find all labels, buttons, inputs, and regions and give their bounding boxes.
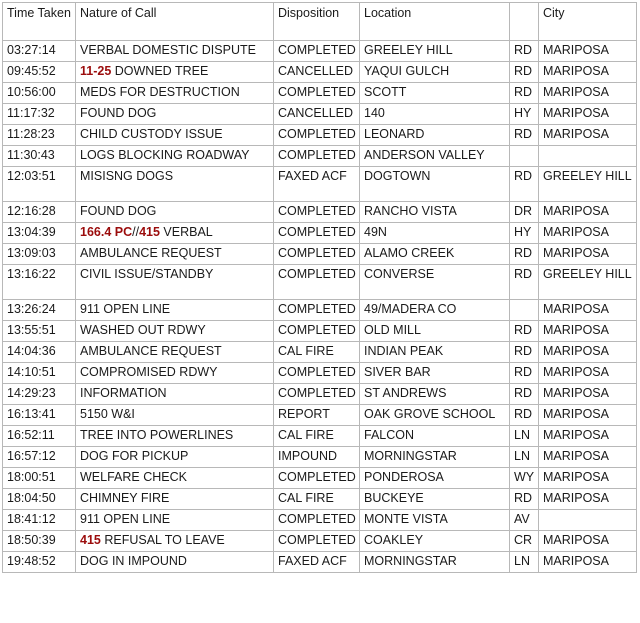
call-description: DOWNED TREE bbox=[111, 64, 209, 78]
cell-city: MARIPOSA bbox=[539, 384, 637, 405]
cell-street-suffix: RD bbox=[510, 62, 539, 83]
cell-location: 49N bbox=[360, 223, 510, 244]
cell-street-suffix: RD bbox=[510, 125, 539, 146]
cell-time-taken: 14:04:36 bbox=[3, 342, 76, 363]
cell-time-taken: 13:26:24 bbox=[3, 300, 76, 321]
cell-city: MARIPOSA bbox=[539, 104, 637, 125]
call-description: LOGS BLOCKING ROADWAY bbox=[80, 148, 250, 162]
cell-city: MARIPOSA bbox=[539, 125, 637, 146]
table-row bbox=[3, 104, 637, 125]
cell-street-suffix: RD bbox=[510, 41, 539, 62]
table-row bbox=[3, 468, 637, 489]
cell-street-suffix bbox=[510, 146, 539, 167]
cell-disposition: REPORT bbox=[274, 405, 360, 426]
cell-location: YAQUI GULCH bbox=[360, 62, 510, 83]
call-description: COMPROMISED RDWY bbox=[80, 365, 218, 379]
cell-city: MARIPOSA bbox=[539, 531, 637, 552]
call-description: INFORMATION bbox=[80, 386, 167, 400]
table-row bbox=[3, 223, 637, 244]
cell-street-suffix: RD bbox=[510, 405, 539, 426]
call-description: CIVIL ISSUE/STANDBY bbox=[80, 267, 214, 281]
call-description: VERBAL DOMESTIC DISPUTE bbox=[80, 43, 256, 57]
cell-disposition: FAXED ACF bbox=[274, 167, 360, 202]
cell-location: ANDERSON VALLEY bbox=[360, 146, 510, 167]
cell-disposition: COMPLETED bbox=[274, 363, 360, 384]
cell-nature-of-call bbox=[76, 321, 274, 342]
cell-street-suffix: RD bbox=[510, 167, 539, 202]
cell-disposition: COMPLETED bbox=[274, 223, 360, 244]
cell-location: INDIAN PEAK bbox=[360, 342, 510, 363]
cell-location: 49/MADERA CO bbox=[360, 300, 510, 321]
call-description: 911 OPEN LINE bbox=[80, 512, 171, 526]
cell-nature-of-call bbox=[76, 552, 274, 573]
cell-nature-of-call bbox=[76, 104, 274, 125]
cell-nature-of-call bbox=[76, 531, 274, 552]
cell-time-taken: 14:29:23 bbox=[3, 384, 76, 405]
table-row bbox=[3, 146, 637, 167]
cell-location: LEONARD bbox=[360, 125, 510, 146]
cell-location: SIVER BAR bbox=[360, 363, 510, 384]
call-description: TREE INTO POWERLINES bbox=[80, 428, 234, 442]
cell-street-suffix: RD bbox=[510, 244, 539, 265]
cell-street-suffix: DR bbox=[510, 202, 539, 223]
cell-time-taken: 13:04:39 bbox=[3, 223, 76, 244]
cell-nature-of-call bbox=[76, 405, 274, 426]
call-description: FOUND DOG bbox=[80, 106, 157, 120]
cell-time-taken: 18:41:12 bbox=[3, 510, 76, 531]
cell-location: 140 bbox=[360, 104, 510, 125]
cell-street-suffix: LN bbox=[510, 426, 539, 447]
cell-nature-of-call bbox=[76, 447, 274, 468]
cell-time-taken: 16:52:11 bbox=[3, 426, 76, 447]
table-row bbox=[3, 489, 637, 510]
cell-street-suffix: AV bbox=[510, 510, 539, 531]
cell-city: MARIPOSA bbox=[539, 342, 637, 363]
call-description: DOG FOR PICKUP bbox=[80, 449, 189, 463]
cell-location: ST ANDREWS bbox=[360, 384, 510, 405]
table-row bbox=[3, 342, 637, 363]
call-description: DOG IN IMPOUND bbox=[80, 554, 187, 568]
cell-disposition: COMPLETED bbox=[274, 321, 360, 342]
cell-location: CONVERSE bbox=[360, 265, 510, 300]
cell-street-suffix: RD bbox=[510, 489, 539, 510]
cell-time-taken: 13:55:51 bbox=[3, 321, 76, 342]
call-description: CHIMNEY FIRE bbox=[80, 491, 170, 505]
cell-nature-of-call bbox=[76, 223, 274, 244]
call-description: AMBULANCE REQUEST bbox=[80, 246, 222, 260]
cell-nature-of-call bbox=[76, 265, 274, 300]
cell-location: BUCKEYE bbox=[360, 489, 510, 510]
cell-street-suffix bbox=[510, 300, 539, 321]
cell-street-suffix: RD bbox=[510, 384, 539, 405]
cell-nature-of-call bbox=[76, 244, 274, 265]
cell-disposition: CANCELLED bbox=[274, 104, 360, 125]
cell-city: MARIPOSA bbox=[539, 405, 637, 426]
cell-disposition: COMPLETED bbox=[274, 83, 360, 104]
cell-location: GREELEY HILL bbox=[360, 41, 510, 62]
cell-disposition: CAL FIRE bbox=[274, 489, 360, 510]
table-row bbox=[3, 363, 637, 384]
cell-time-taken: 14:10:51 bbox=[3, 363, 76, 384]
table-row bbox=[3, 83, 637, 104]
cell-time-taken: 19:48:52 bbox=[3, 552, 76, 573]
table-row bbox=[3, 167, 637, 202]
cell-time-taken: 18:00:51 bbox=[3, 468, 76, 489]
header-time-taken: Time Taken bbox=[3, 3, 76, 41]
cell-city: GREELEY HILL bbox=[539, 167, 637, 202]
cell-street-suffix: LN bbox=[510, 552, 539, 573]
header-city: City bbox=[539, 3, 637, 41]
header-location: Location bbox=[360, 3, 510, 41]
code-separator: // bbox=[132, 225, 140, 239]
cell-city: MARIPOSA bbox=[539, 300, 637, 321]
cell-nature-of-call bbox=[76, 489, 274, 510]
call-code: 415 bbox=[80, 533, 101, 547]
call-description: VERBAL bbox=[159, 225, 213, 239]
cell-disposition: COMPLETED bbox=[274, 41, 360, 62]
header-street-suffix bbox=[510, 3, 539, 41]
cell-location: MORNINGSTAR bbox=[360, 552, 510, 573]
cell-location: PONDEROSA bbox=[360, 468, 510, 489]
cell-location: MONTE VISTA bbox=[360, 510, 510, 531]
call-description: MEDS FOR DESTRUCTION bbox=[80, 85, 240, 99]
call-code-secondary: 415 bbox=[139, 225, 160, 239]
cell-street-suffix: RD bbox=[510, 265, 539, 300]
cell-disposition: COMPLETED bbox=[274, 468, 360, 489]
call-description: WASHED OUT RDWY bbox=[80, 323, 206, 337]
cell-time-taken: 13:16:22 bbox=[3, 265, 76, 300]
cell-disposition: CAL FIRE bbox=[274, 426, 360, 447]
cell-city: MARIPOSA bbox=[539, 552, 637, 573]
cell-time-taken: 11:30:43 bbox=[3, 146, 76, 167]
cell-street-suffix: RD bbox=[510, 321, 539, 342]
cell-location: SCOTT bbox=[360, 83, 510, 104]
cell-time-taken: 16:57:12 bbox=[3, 447, 76, 468]
call-description: REFUSAL TO LEAVE bbox=[100, 533, 225, 547]
cell-street-suffix: HY bbox=[510, 104, 539, 125]
cell-street-suffix: LN bbox=[510, 447, 539, 468]
cell-time-taken: 16:13:41 bbox=[3, 405, 76, 426]
table-row bbox=[3, 510, 637, 531]
table-row bbox=[3, 125, 637, 146]
cell-location: RANCHO VISTA bbox=[360, 202, 510, 223]
header-disposition: Disposition bbox=[274, 3, 360, 41]
cell-disposition: CANCELLED bbox=[274, 62, 360, 83]
cell-city: MARIPOSA bbox=[539, 62, 637, 83]
cell-disposition: COMPLETED bbox=[274, 146, 360, 167]
table-row bbox=[3, 552, 637, 573]
call-code: 11-25 bbox=[80, 64, 112, 78]
cell-city: MARIPOSA bbox=[539, 426, 637, 447]
table-body bbox=[3, 41, 637, 573]
cell-time-taken: 13:09:03 bbox=[3, 244, 76, 265]
cell-disposition: COMPLETED bbox=[274, 300, 360, 321]
call-log-table bbox=[2, 2, 637, 573]
cell-nature-of-call bbox=[76, 510, 274, 531]
cell-disposition: COMPLETED bbox=[274, 125, 360, 146]
cell-disposition: COMPLETED bbox=[274, 244, 360, 265]
cell-city: MARIPOSA bbox=[539, 321, 637, 342]
call-description: 5150 W&I bbox=[80, 407, 135, 421]
cell-time-taken: 18:50:39 bbox=[3, 531, 76, 552]
cell-city bbox=[539, 146, 637, 167]
table-row bbox=[3, 202, 637, 223]
cell-nature-of-call bbox=[76, 83, 274, 104]
cell-nature-of-call bbox=[76, 363, 274, 384]
cell-city: MARIPOSA bbox=[539, 468, 637, 489]
cell-time-taken: 11:17:32 bbox=[3, 104, 76, 125]
cell-street-suffix: RD bbox=[510, 83, 539, 104]
cell-disposition: IMPOUND bbox=[274, 447, 360, 468]
cell-nature-of-call bbox=[76, 146, 274, 167]
table-row bbox=[3, 321, 637, 342]
cell-street-suffix: RD bbox=[510, 342, 539, 363]
cell-location: OAK GROVE SCHOOL bbox=[360, 405, 510, 426]
cell-city: MARIPOSA bbox=[539, 447, 637, 468]
table-row bbox=[3, 244, 637, 265]
cell-time-taken: 12:16:28 bbox=[3, 202, 76, 223]
cell-location: OLD MILL bbox=[360, 321, 510, 342]
cell-nature-of-call bbox=[76, 167, 274, 202]
table-row bbox=[3, 41, 637, 62]
cell-disposition: COMPLETED bbox=[274, 531, 360, 552]
cell-city: MARIPOSA bbox=[539, 244, 637, 265]
call-description: WELFARE CHECK bbox=[80, 470, 187, 484]
table-row bbox=[3, 426, 637, 447]
call-description: AMBULANCE REQUEST bbox=[80, 344, 222, 358]
cell-city bbox=[539, 510, 637, 531]
table-row bbox=[3, 405, 637, 426]
cell-time-taken: 03:27:14 bbox=[3, 41, 76, 62]
cell-disposition: COMPLETED bbox=[274, 265, 360, 300]
call-description: FOUND DOG bbox=[80, 204, 157, 218]
cell-location: ALAMO CREEK bbox=[360, 244, 510, 265]
cell-nature-of-call bbox=[76, 342, 274, 363]
cell-time-taken: 12:03:51 bbox=[3, 167, 76, 202]
table-row bbox=[3, 384, 637, 405]
cell-time-taken: 09:45:52 bbox=[3, 62, 76, 83]
cell-disposition: COMPLETED bbox=[274, 510, 360, 531]
cell-location: MORNINGSTAR bbox=[360, 447, 510, 468]
call-description: 911 OPEN LINE bbox=[80, 302, 171, 316]
cell-city: MARIPOSA bbox=[539, 202, 637, 223]
cell-street-suffix: WY bbox=[510, 468, 539, 489]
cell-city: MARIPOSA bbox=[539, 363, 637, 384]
table-row bbox=[3, 265, 637, 300]
cell-nature-of-call bbox=[76, 384, 274, 405]
cell-disposition: CAL FIRE bbox=[274, 342, 360, 363]
cell-time-taken: 18:04:50 bbox=[3, 489, 76, 510]
cell-city: MARIPOSA bbox=[539, 41, 637, 62]
cell-location: COAKLEY bbox=[360, 531, 510, 552]
table-row bbox=[3, 300, 637, 321]
cell-city: GREELEY HILL bbox=[539, 265, 637, 300]
table-row bbox=[3, 531, 637, 552]
cell-location: DOGTOWN bbox=[360, 167, 510, 202]
cell-city: MARIPOSA bbox=[539, 489, 637, 510]
cell-nature-of-call bbox=[76, 468, 274, 489]
table-header bbox=[3, 3, 637, 41]
call-code: 166.4 PC bbox=[80, 225, 133, 239]
table-row bbox=[3, 447, 637, 468]
cell-disposition: COMPLETED bbox=[274, 384, 360, 405]
call-log-container bbox=[2, 2, 636, 573]
call-description: CHILD CUSTODY ISSUE bbox=[80, 127, 223, 141]
call-description: MISISNG DOGS bbox=[80, 169, 174, 183]
cell-street-suffix: RD bbox=[510, 363, 539, 384]
cell-street-suffix: CR bbox=[510, 531, 539, 552]
cell-nature-of-call bbox=[76, 41, 274, 62]
header-row bbox=[3, 3, 637, 41]
cell-nature-of-call bbox=[76, 426, 274, 447]
header-nature-of-call: Nature of Call bbox=[76, 3, 274, 41]
cell-city: MARIPOSA bbox=[539, 83, 637, 104]
table-row bbox=[3, 62, 637, 83]
cell-nature-of-call bbox=[76, 202, 274, 223]
cell-city: MARIPOSA bbox=[539, 223, 637, 244]
cell-street-suffix: HY bbox=[510, 223, 539, 244]
cell-location: FALCON bbox=[360, 426, 510, 447]
cell-nature-of-call bbox=[76, 62, 274, 83]
cell-disposition: COMPLETED bbox=[274, 202, 360, 223]
cell-nature-of-call bbox=[76, 125, 274, 146]
cell-time-taken: 11:28:23 bbox=[3, 125, 76, 146]
cell-time-taken: 10:56:00 bbox=[3, 83, 76, 104]
cell-disposition: FAXED ACF bbox=[274, 552, 360, 573]
cell-nature-of-call bbox=[76, 300, 274, 321]
